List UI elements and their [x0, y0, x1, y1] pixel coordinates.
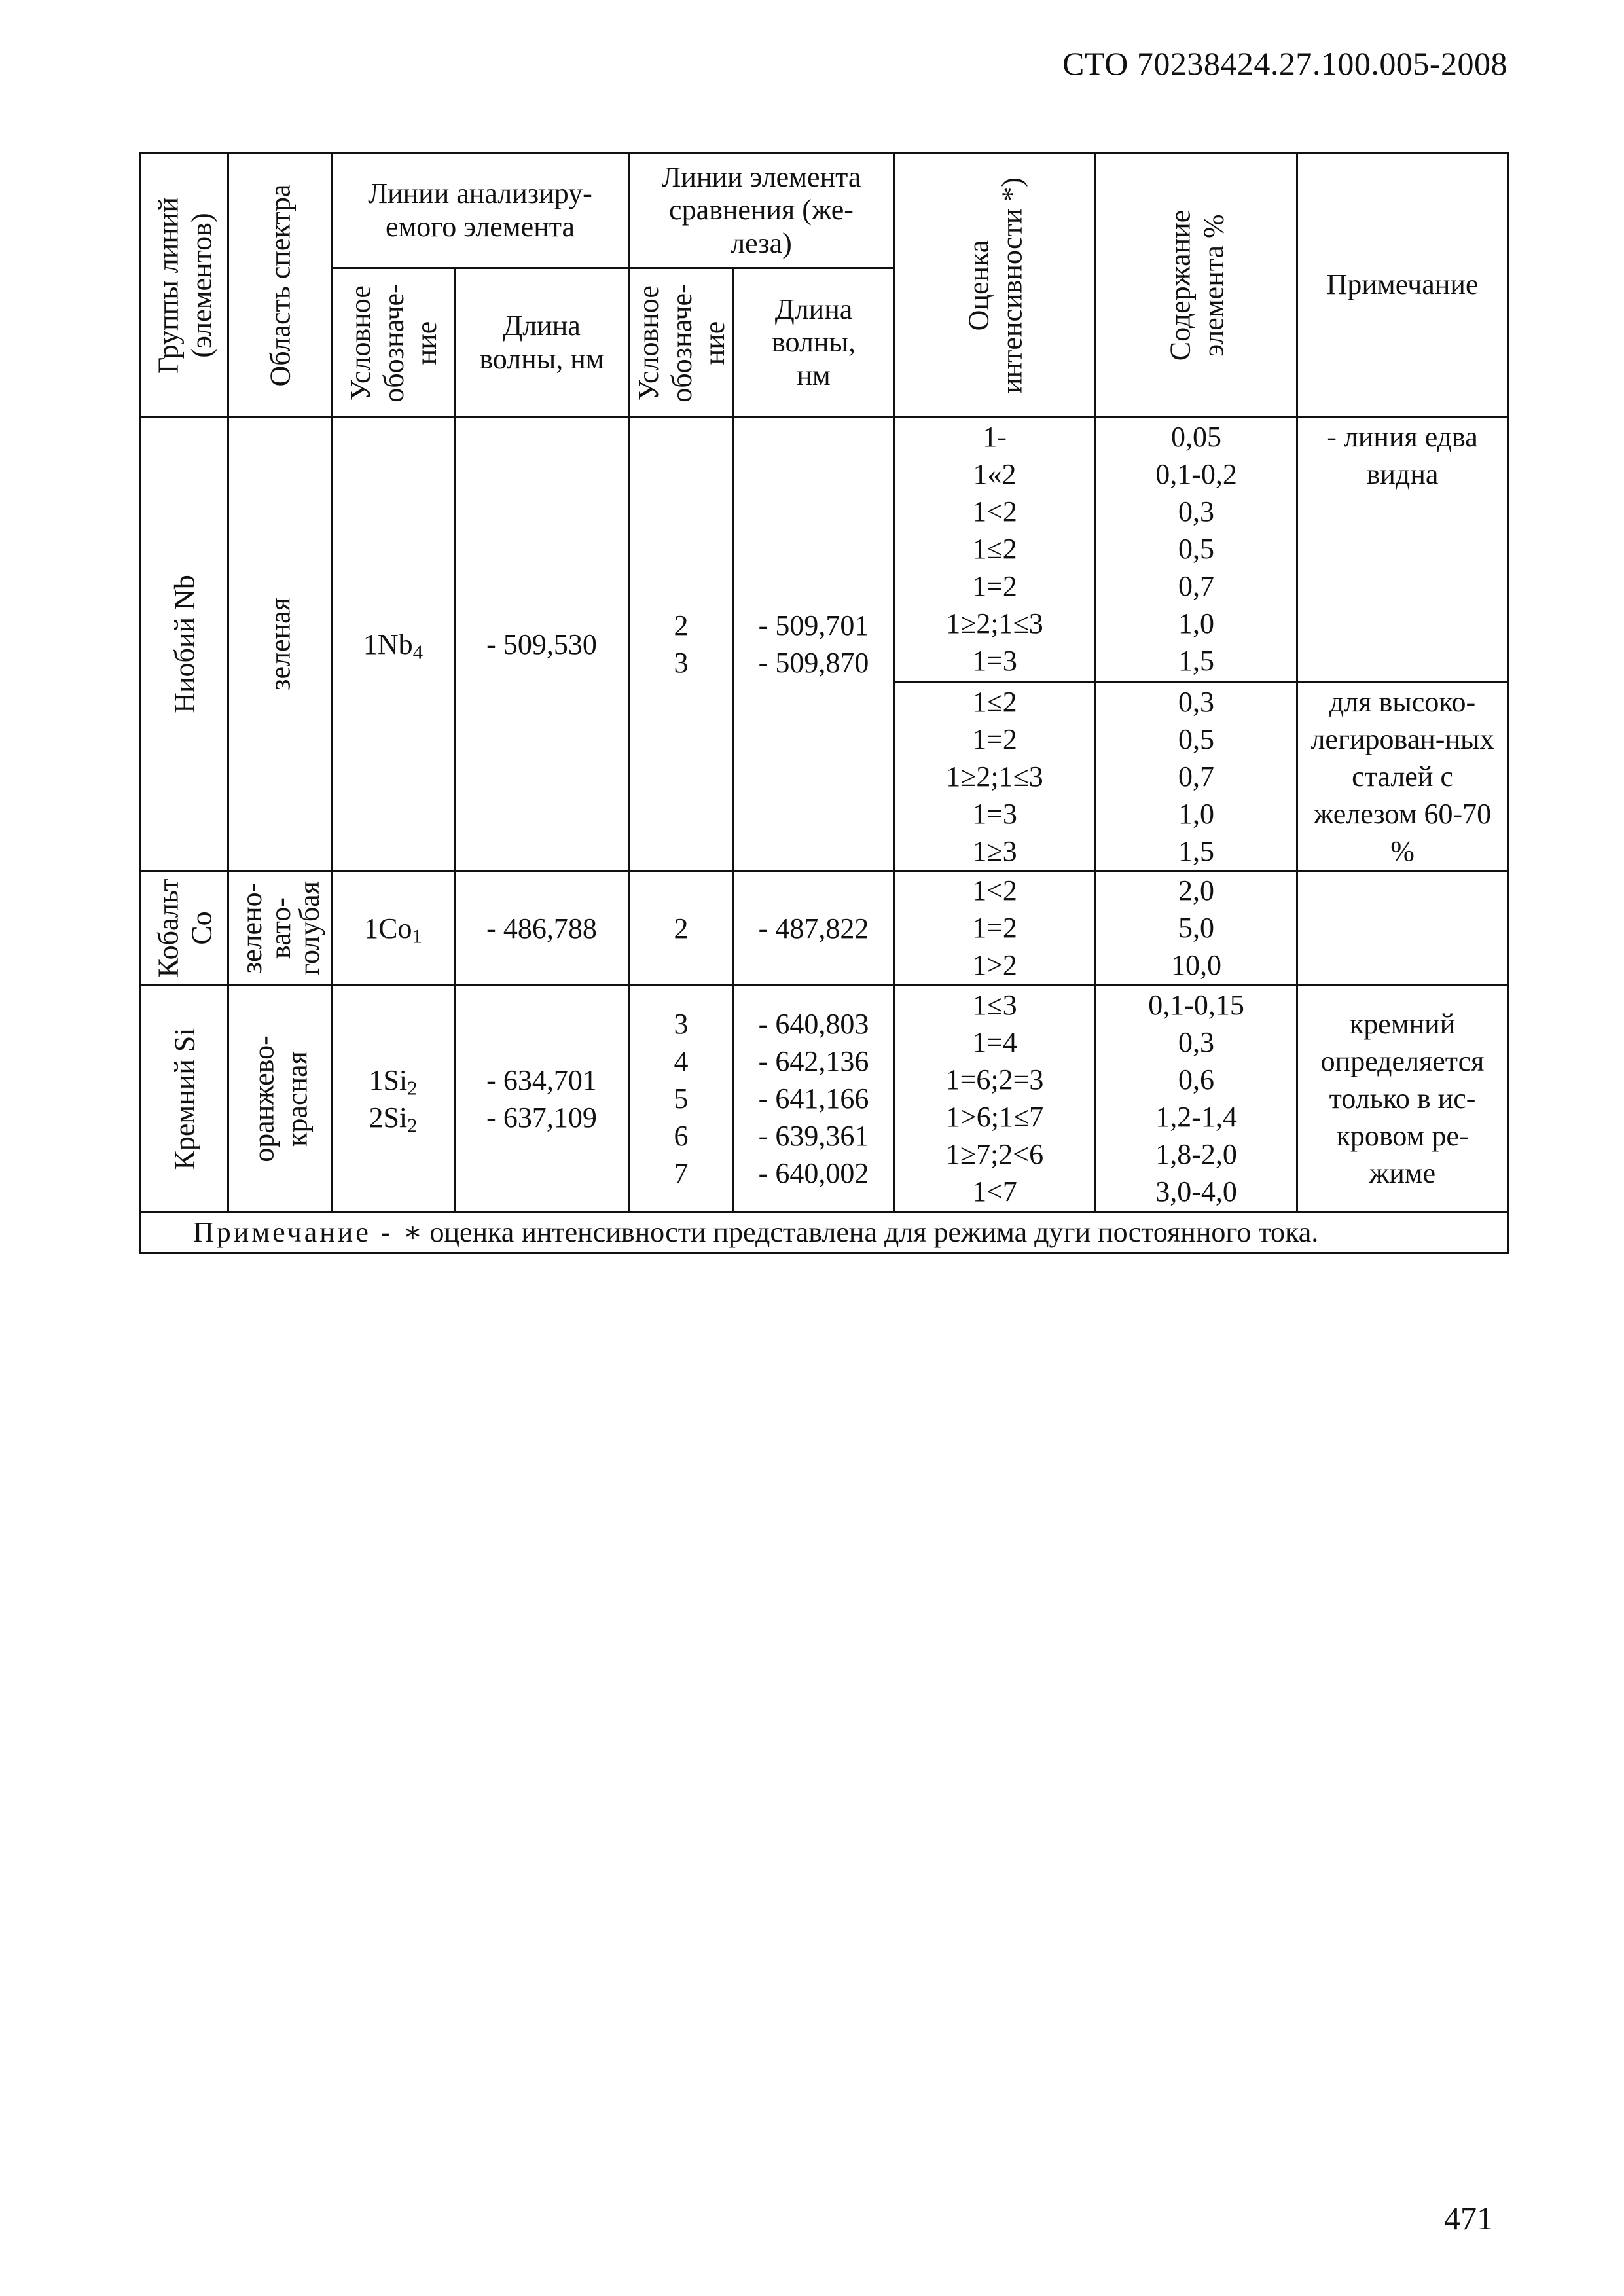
header-groups-text: Группы линий (элементов)	[151, 196, 217, 374]
si-content-list	[1096, 986, 1296, 1210]
nb-intensity-1-list	[895, 418, 1094, 679]
nb-group-text: Ниобий Nb	[168, 575, 201, 713]
co-content-list	[1096, 872, 1296, 984]
nb-intensity-1-item: 1≤2	[972, 533, 1017, 565]
nb-intensity-1-item: 1≥2;1≤3	[946, 607, 1043, 639]
nb-intensity-2-item: 1≥3	[972, 835, 1017, 867]
co-intensity-item: 1>2	[972, 949, 1017, 981]
si-cmp-designation	[629, 986, 734, 1212]
co-content-item: 2,0	[1178, 874, 1215, 906]
nb-line	[332, 418, 455, 871]
co-intensity-list	[895, 872, 1094, 984]
si-remark	[1297, 986, 1508, 1212]
header-comparison-lines	[629, 153, 894, 268]
si-line-1: $1Si_2$	[369, 1064, 418, 1100]
co-intensity	[894, 871, 1096, 986]
nb-remark-2-text: для высоко-легирован-ных сталей с железом 60-70 %	[1310, 686, 1494, 867]
footnote-label: Примечание -	[193, 1216, 403, 1248]
si-intensity-item: 1=6;2=3	[945, 1064, 1044, 1096]
header-wavelength-analyzed-text: Длина волны, нм	[479, 309, 604, 375]
nb-remark-1	[1297, 418, 1508, 683]
co-region-text: зелено- вато- голубая	[236, 881, 325, 975]
nb-content-1-item: 0,3	[1178, 495, 1215, 528]
nb-cmp-designation-list	[630, 607, 732, 681]
nb-intensity-2-item: 1≤2	[972, 686, 1017, 718]
si-cmp-wavelength-item: - 640,803	[758, 1008, 869, 1040]
si-wavelength-1: - 634,701	[486, 1064, 597, 1096]
si-line-2: $2Si_2$	[369, 1101, 418, 1137]
si-cmp-designation-item: 4	[674, 1045, 689, 1077]
header-wavelength-comparison-text: Длина волны, нм	[772, 293, 856, 391]
si-content-item: 1,2-1,4	[1155, 1101, 1237, 1133]
co-content	[1096, 871, 1297, 986]
si-cmp-designation-item: 7	[674, 1157, 689, 1189]
co-cmp-wavelength	[734, 871, 894, 986]
co-cmp-wavelength-list	[734, 910, 893, 947]
nb-content-1-item: 0,7	[1178, 570, 1215, 602]
footnote-text: ∗ оценка интенсивности представлена для режима дуги постоянного тока.	[403, 1216, 1319, 1248]
nb-group	[140, 418, 228, 871]
nb-cmp-wavelength-item: - 509,870	[758, 647, 869, 679]
si-cmp-designation-item: 5	[674, 1083, 689, 1115]
co-cmp-wavelength-item: - 487,822	[758, 912, 869, 944]
co-line	[332, 871, 455, 986]
page-number: 471	[1444, 2200, 1493, 2236]
si-content-item: 3,0-4,0	[1155, 1175, 1237, 1208]
si-cmp-wavelength	[734, 986, 894, 1212]
si-intensity-item: 1>6;1≤7	[945, 1101, 1044, 1133]
nb-intensity-1-item: 1=2	[972, 570, 1017, 602]
nb-content-1-item: 0,05	[1171, 421, 1222, 453]
header-content	[1096, 153, 1297, 418]
nb-line-sub: 4	[412, 641, 424, 664]
header-intensity-text: Оценка интенсивности *)	[962, 177, 1028, 393]
co-line-sub: 1	[412, 925, 422, 948]
nb-region	[228, 418, 332, 871]
si-cmp-wavelength-item: - 640,002	[758, 1157, 869, 1189]
nb-content-2-item: 1,5	[1178, 835, 1215, 867]
si-cmp-designation-item: 6	[674, 1120, 689, 1152]
nb-cmp-designation	[629, 418, 734, 871]
nb-cmp-wavelength-item: - 509,701	[758, 609, 869, 641]
nb-intensity-1-item: 1=3	[972, 645, 1017, 677]
nb-cmp-designation-item: 2	[674, 609, 689, 641]
header-designation-text: Условное обозначе- ние	[344, 283, 443, 403]
header-designation	[332, 268, 455, 418]
si-region	[228, 986, 332, 1212]
si-intensity-item: 1=4	[972, 1026, 1017, 1058]
si-lines	[332, 986, 455, 1212]
co-content-item: 10,0	[1171, 949, 1222, 981]
header-designation-comparison	[629, 268, 734, 418]
si-group-text: Кремний Si	[168, 1027, 201, 1170]
si-intensity-item: 1<7	[972, 1175, 1017, 1208]
co-cmp-designation	[629, 871, 734, 986]
header-remark-text: Примечание	[1326, 268, 1479, 301]
nb-content-2-item: 0,5	[1178, 723, 1215, 755]
co-cmp-designation-list	[630, 910, 732, 947]
nb-intensity-2-item: 1=2	[972, 723, 1017, 755]
table-footnote	[140, 1212, 1508, 1253]
nb-cmp-designation-item: 3	[674, 647, 689, 679]
nb-remark-1-text: - линия едва видна	[1327, 421, 1478, 490]
si-content-item: 0,6	[1178, 1064, 1215, 1096]
spectral-lines-table	[139, 152, 1509, 1254]
co-region	[228, 871, 332, 986]
header-remark	[1297, 153, 1508, 418]
si-remark-text: кремний определяется только в ис-кровом ре-жиме	[1320, 1008, 1485, 1189]
co-intensity-item: 1<2	[972, 874, 1017, 906]
nb-intensity-1-item: 1<2	[972, 495, 1017, 528]
header-region	[228, 153, 332, 418]
nb-intensity-2-item: 1≥2;1≤3	[946, 761, 1043, 793]
header-wavelength-comparison	[734, 268, 894, 418]
header-region-text: Область спектра	[264, 183, 297, 387]
header-analyzed-lines-text: Линии анализиру- емого элемента	[368, 177, 592, 243]
nb-content-2-item: 1,0	[1178, 798, 1215, 830]
header-analyzed-lines	[332, 153, 629, 268]
nb-cmp-wavelength	[734, 418, 894, 871]
si-intensity	[894, 986, 1096, 1212]
nb-remark-2	[1297, 683, 1508, 871]
si-cmp-designation-item: 3	[674, 1008, 689, 1040]
document-code: СТО 70238424.27.100.005-2008	[1062, 45, 1507, 82]
co-remark	[1297, 871, 1508, 986]
nb-content-1	[1096, 418, 1297, 683]
si-wavelength-2: - 637,109	[486, 1101, 597, 1134]
nb-wavelength: - 509,530	[455, 418, 629, 871]
si-content-item: 0,1-0,15	[1148, 989, 1244, 1021]
nb-content-1-item: 1,0	[1178, 607, 1215, 639]
nb-content-1-item: 0,5	[1178, 533, 1215, 565]
nb-intensity-2-item: 1=3	[972, 798, 1017, 830]
si-wavelengths	[455, 986, 629, 1212]
nb-intensity-1-item: 1-	[983, 421, 1007, 453]
nb-line-symbol: 1Nb	[363, 628, 413, 660]
nb-content-2-item: 0,7	[1178, 761, 1215, 793]
header-designation-comparison-text: Условное обозначе- ние	[632, 283, 731, 403]
nb-content-2-item: 0,3	[1178, 686, 1215, 718]
co-cmp-designation-item: 2	[674, 912, 689, 944]
si-cmp-wavelength-item: - 642,136	[758, 1045, 869, 1077]
nb-intensity-2	[894, 683, 1096, 871]
si-group	[140, 986, 228, 1212]
nb-intensity-1-item: 1«2	[973, 458, 1017, 490]
nb-content-1-item: 1,5	[1178, 645, 1215, 677]
nb-content-1-list	[1096, 418, 1296, 679]
si-intensity-item: 1≥7;2<6	[945, 1138, 1044, 1170]
si-cmp-wavelength-item: - 639,361	[758, 1120, 869, 1152]
si-content-item: 0,3	[1178, 1026, 1215, 1058]
co-content-item: 5,0	[1178, 912, 1215, 944]
nb-region-text: зеленая	[264, 598, 297, 691]
si-region-text: оранжево- красная	[247, 1035, 313, 1162]
co-wavelength: - 486,788	[455, 871, 629, 986]
si-cmp-designation-list	[630, 1005, 732, 1192]
header-wavelength-analyzed	[455, 268, 629, 418]
si-cmp-wavelength-item: - 641,166	[758, 1083, 869, 1115]
si-content-item: 1,8-2,0	[1155, 1138, 1237, 1170]
nb-intensity-2-list	[895, 683, 1094, 870]
nb-content-2	[1096, 683, 1297, 871]
header-groups	[140, 153, 228, 418]
si-content	[1096, 986, 1297, 1212]
nb-intensity-1	[894, 418, 1096, 683]
nb-content-1-item: 0,1-0,2	[1155, 458, 1237, 490]
header-comparison-lines-text: Линии элемента сравнения (же- леза)	[661, 160, 861, 259]
co-line-symbol: 1Co	[364, 912, 412, 944]
co-intensity-item: 1=2	[972, 912, 1017, 944]
co-group	[140, 871, 228, 986]
si-cmp-wavelength-list	[734, 1005, 893, 1192]
si-intensity-list	[895, 986, 1094, 1210]
nb-content-2-list	[1096, 683, 1296, 870]
nb-cmp-wavelength-list	[734, 607, 893, 681]
co-group-text: Кобальт Co	[151, 878, 217, 978]
header-intensity	[894, 153, 1096, 418]
si-intensity-item: 1≤3	[972, 989, 1017, 1021]
header-content-text: Содержание элемента %	[1164, 209, 1230, 361]
